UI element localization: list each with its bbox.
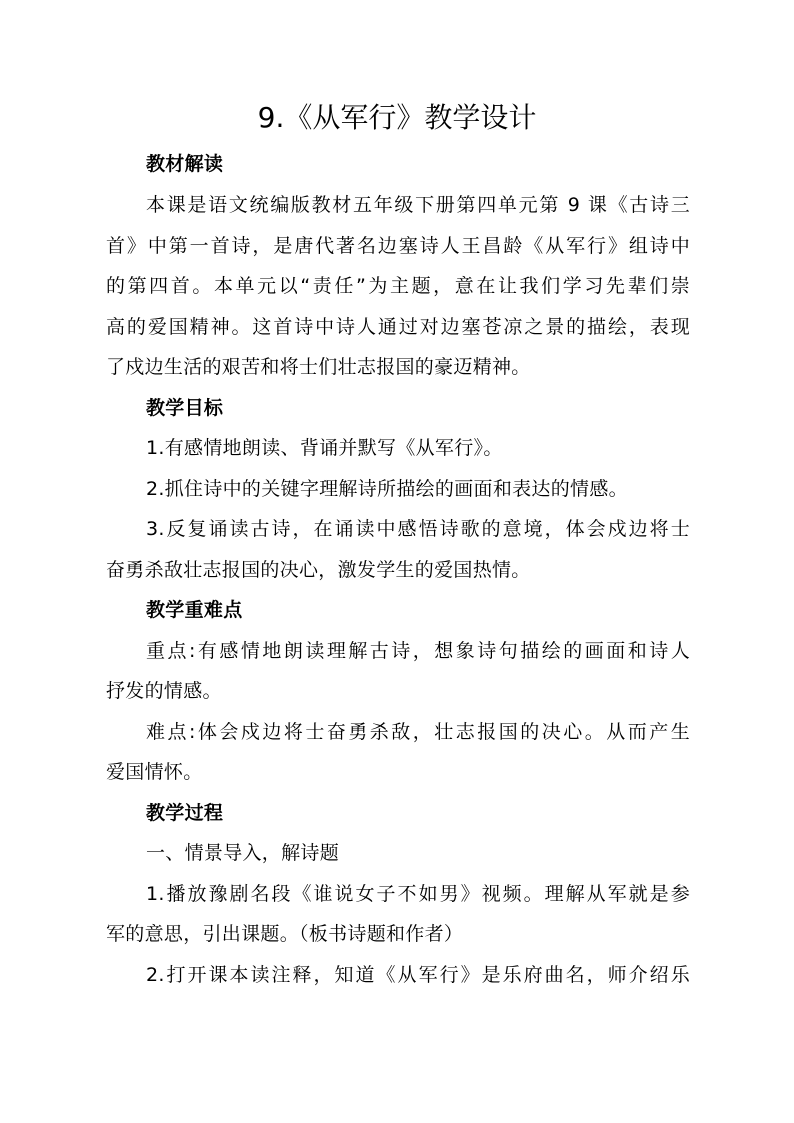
goal-item-continued: 奋勇杀敌壮志报国的决心，激发学生的爱国热情。 [106,559,531,581]
paragraph-line: 了戍边生活的艰苦和将士们壮志报国的豪迈精神。 [106,356,531,378]
process-line: 2.打开课本读注释，知道《从军行》是乐府曲名，师介绍乐 [146,964,690,986]
process-line: 1.播放豫剧名段《谁说女子不如男》视频。理解从军就是参 [146,883,690,905]
keypoint-line: 抒发的情感。 [106,680,222,702]
paragraph-line: 本课是语文统编版教材五年级下册第四单元第 9 课《古诗三 [146,194,690,216]
heading-textbook: 教材解读 [146,153,224,175]
paragraph-line: 首》中第一首诗，是唐代著名边塞诗人王昌龄《从军行》组诗中 [106,235,690,257]
keypoint-line: 难点:体会戍边将士奋勇杀敌，壮志报国的决心。从而产生 [146,721,690,743]
paragraph-line: 的第四首。本单元以“责任”为主题，意在让我们学习先辈们崇 [106,275,690,297]
goal-item: 1.有感情地朗读、背诵并默写《从军行》。 [146,437,503,459]
document-title: 9.《从军行》教学设计 [257,101,537,134]
keypoint-line: 爱国情怀。 [106,761,203,783]
goal-item: 2.抓住诗中的关键字理解诗所描绘的画面和表达的情感。 [146,478,628,500]
keypoint-line: 重点:有感情地朗读理解古诗，想象诗句描绘的画面和诗人 [146,640,690,662]
goal-item: 3.反复诵读古诗，在诵读中感悟诗歌的意境，体会戍边将士 [146,518,690,540]
heading-goals: 教学目标 [146,397,224,419]
paragraph-line: 高的爱国精神。这首诗中诗人通过对边塞苍凉之景的描绘，表现 [106,316,690,338]
process-subheading: 一、情景导入，解诗题 [146,842,340,864]
process-line: 军的意思，引出课题。（板书诗题和作者） [106,923,464,945]
heading-keypoints: 教学重难点 [146,599,243,621]
heading-process: 教学过程 [146,802,224,824]
